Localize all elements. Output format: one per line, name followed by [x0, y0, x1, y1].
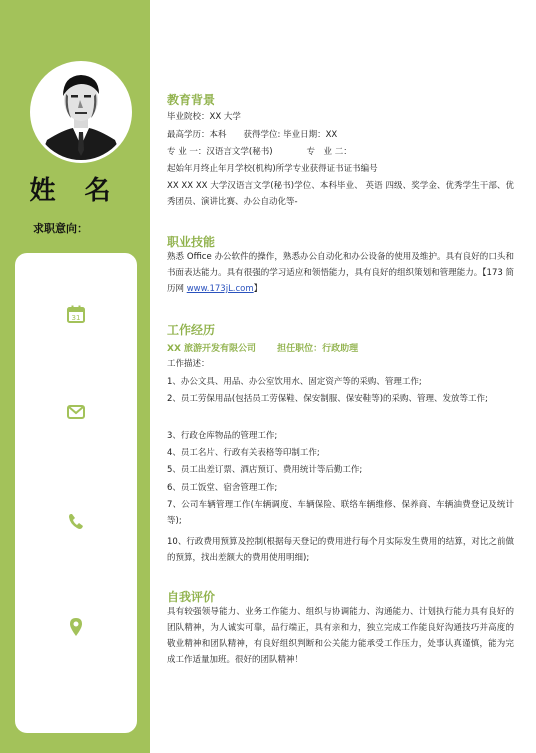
- svg-text:31: 31: [71, 314, 81, 322]
- education-line: 最高学历：本科 获得学位: 毕业日期：XX: [167, 130, 338, 140]
- education-title: 教育背景: [167, 93, 216, 107]
- avatar: [30, 61, 132, 163]
- experience-company-row: [167, 341, 376, 354]
- location-icon: [65, 616, 87, 638]
- self-eval-title: 自我评价: [167, 590, 216, 604]
- sidebar: [0, 0, 150, 753]
- work-item: 10、行政费用预算及控制(根据每天登记的费用进行每个月实际发生费用的结算，对比之前做的预算，找出差额大的费用使用明细);: [167, 537, 514, 563]
- work-desc-label: 工作描述：: [167, 359, 210, 369]
- position-title: 担任职位：行政助理: [277, 344, 359, 354]
- education-line: 专 业 一：汉语言文学(秘书) 专 业 二：: [167, 147, 352, 157]
- calendar-icon: [65, 303, 87, 325]
- skills-title: 职业技能: [167, 235, 216, 249]
- candidate-name: 姓 名: [29, 176, 121, 206]
- portrait-icon: [33, 64, 129, 160]
- phone-icon: [65, 511, 87, 533]
- company-name: XX 旅游开发有限公司: [167, 344, 257, 354]
- work-item: 2、员工劳保用品(包括员工劳保鞋、保安制服、保安鞋等)的采购、管理、发放等工作;: [167, 394, 488, 404]
- work-item: 6、员工饭堂、宿舍管理工作;: [167, 483, 278, 493]
- skills-text: 熟悉 Office 办公软件的操作，熟悉办公自动化和办公设备的使用及维护。具有良好的口头和书面表达能力。具有很强的学习适应和领悟能力，具有良好的组织策划和管理能力。【173 简历网 www.173jL.com】: [167, 252, 514, 294]
- education-detail: XX XX XX 大学汉语言文学(秘书)学位、本科毕业、 英语 四级、奖学金、优秀学生干部、优秀团员、演讲比赛、办公自动化等-: [167, 181, 514, 207]
- work-item: 1、办公文具、用品、办公室饮用水、固定资产等的采购、管理工作;: [167, 377, 422, 387]
- work-item: 5、员工出差订票、酒店预订、费用统计等后勤工作;: [167, 465, 363, 475]
- work-item: 3、行政仓库物品的管理工作;: [167, 431, 278, 441]
- experience-title: 工作经历: [167, 323, 216, 337]
- mail-icon: [65, 401, 87, 423]
- education-line: 起始年月终止年月学校(机构)所学专业获得证书证书编号: [167, 164, 378, 174]
- education-line: 毕业院校：XX 大学: [167, 112, 241, 122]
- job-intent-label: 求职意向：: [33, 222, 88, 235]
- work-item: 7、公司车辆管理工作(车辆调度、车辆保险、联络车辆维修、保养商、车辆油费登记及统计等);: [167, 500, 514, 526]
- website-link[interactable]: www.173jL.com: [186, 284, 254, 294]
- self-eval-text: 具有较强领导能力、业务工作能力、组织与协调能力、沟通能力、计划执行能力具有良好的团队精神，为人诚实可靠，品行端正，具有亲和力，独立完成工作能良好沟通技巧并高度的敬业精神和团队精神，有良好组织判断和公关能力能承受工作压力，处事认真谨慎，能为完成工作适量加班。很好的团队精神！: [167, 607, 514, 665]
- contact-card: [15, 253, 137, 733]
- work-item: 4、员工名片、行政有关表格等印制工作;: [167, 448, 320, 458]
